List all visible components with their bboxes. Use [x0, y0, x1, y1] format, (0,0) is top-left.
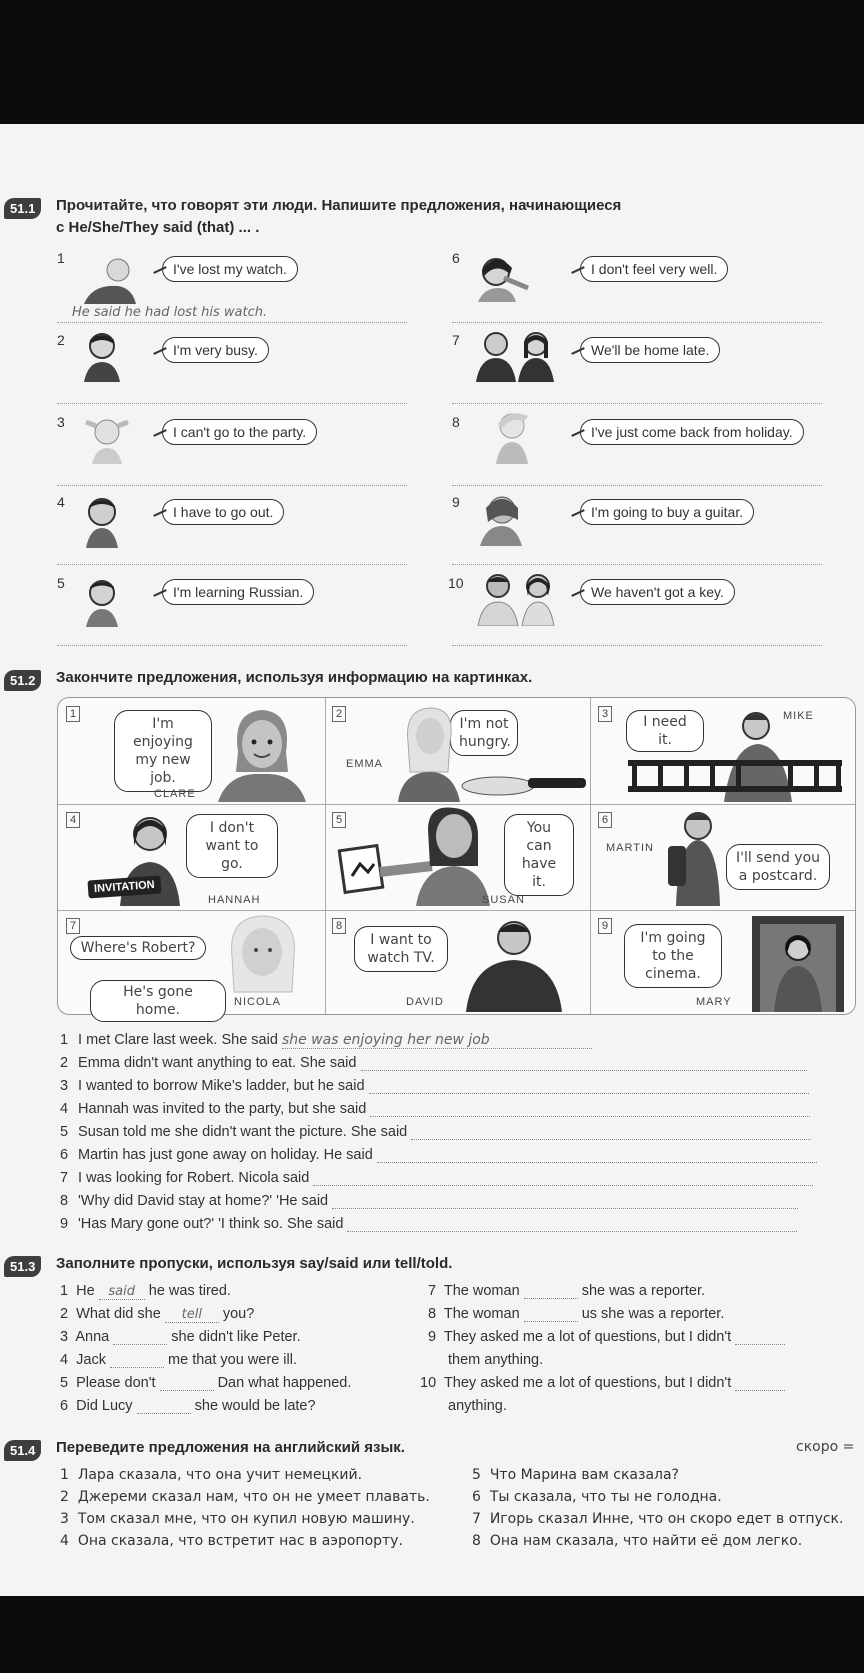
person-illustration: [82, 330, 122, 387]
ex2-sentence: 4 Hannah was invited to the party, but she said: [60, 1101, 810, 1117]
answer-line[interactable]: [57, 564, 407, 565]
ex3-item: 10 They asked me a lot of questions, but I didn't: [420, 1375, 785, 1391]
ex4-note: скоро =: [796, 1439, 855, 1455]
fill-blank[interactable]: [160, 1390, 214, 1391]
ex1-item-num: 9: [452, 494, 460, 510]
ex2-badge: 51.2: [4, 670, 41, 691]
ex3-item: 9 They asked me a lot of questions, but I didn't: [428, 1329, 785, 1345]
ex4-item: 3 Том сказал мне, что он купил новую машину.: [60, 1511, 415, 1527]
answer-line[interactable]: [57, 403, 407, 404]
panel-person-name: MIKE: [783, 710, 814, 722]
ex1-item-num: 3: [57, 414, 65, 430]
speech-bubble: I'm going to buy a guitar.: [580, 499, 754, 525]
ex4-title: Переведите предложения на английский язык.: [56, 1439, 405, 1456]
panel-number: 4: [66, 812, 80, 828]
ex1-item-num: 1: [57, 250, 65, 266]
person-illustration: [476, 490, 526, 551]
speech-bubble: I'm learning Russian.: [162, 579, 314, 605]
ex2-sentence: 8 'Why did David stay at home?' 'He said: [60, 1193, 798, 1209]
answer-blank[interactable]: [361, 1070, 807, 1071]
ex2-sentence: 6 Martin has just gone away on holiday. He said: [60, 1147, 817, 1163]
person-illustration: [82, 254, 138, 309]
fill-blank[interactable]: [524, 1321, 578, 1322]
answer-line[interactable]: [57, 645, 407, 646]
panel-number: 5: [332, 812, 346, 828]
clare-illustration: [208, 702, 314, 807]
panel-speech-bubble: I'll send you a postcard.: [726, 844, 830, 890]
ex3-item: 1 He said he was tired.: [60, 1283, 231, 1299]
emma-illustration: [388, 702, 588, 807]
ex1-item-num: 5: [57, 575, 65, 591]
person-illustration: [82, 412, 132, 469]
ex3-title: Заполните пропуски, используя say/said или tell/told.: [56, 1255, 453, 1272]
panel-speech-bubble: Where's Robert?: [70, 936, 206, 960]
answer-blank[interactable]: [332, 1208, 798, 1209]
panel-person-name: DAVID: [406, 996, 444, 1008]
speech-bubble: I've lost my watch.: [162, 256, 298, 282]
answer-line[interactable]: [452, 564, 822, 565]
fill-blank[interactable]: [113, 1344, 167, 1345]
top-black-bar: [0, 0, 864, 124]
ex3-item-continuation: anything.: [448, 1398, 507, 1414]
ex3-item: 5 Please don't Dan what happened.: [60, 1375, 352, 1391]
speech-bubble: I can't go to the party.: [162, 419, 317, 445]
panel-speech-bubble: I want to watch TV.: [354, 926, 448, 972]
david-illustration: [458, 912, 568, 1017]
panel-number: 2: [332, 706, 346, 722]
ex3-badge: 51.3: [4, 1256, 41, 1277]
panel-speech-bubble: You can have it.: [504, 814, 574, 896]
panel-speech-bubble-reply: He's gone home.: [90, 980, 226, 1022]
ex4-badge: 51.4: [4, 1440, 41, 1461]
ex2-sentence: 9 'Has Mary gone out?' 'I think so. She said: [60, 1216, 797, 1232]
invitation-sign: INVITATION: [87, 875, 161, 898]
speech-bubble: We'll be home late.: [580, 337, 720, 363]
panel-number: 3: [598, 706, 612, 722]
fill-blank[interactable]: [735, 1344, 785, 1345]
panel-speech-bubble: I don't want to go.: [186, 814, 278, 878]
ex1-example-answer: He said he had lost his watch.: [72, 305, 268, 320]
speech-bubble: I don't feel very well.: [580, 256, 728, 282]
answer-line[interactable]: [452, 403, 822, 404]
speech-bubble: I'm very busy.: [162, 337, 269, 363]
ex1-item-num: 8: [452, 414, 460, 430]
speech-bubble: I have to go out.: [162, 499, 284, 525]
bottom-black-bar: [0, 1596, 864, 1673]
person-illustration: [82, 492, 122, 553]
answer-blank[interactable]: [377, 1162, 817, 1163]
panel-speech-bubble: I'm not hungry.: [450, 710, 518, 756]
speech-bubble: We haven't got a key.: [580, 579, 735, 605]
answer-blank[interactable]: [370, 1116, 810, 1117]
panel-person-name: CLARE: [154, 788, 196, 800]
answer-blank[interactable]: [411, 1139, 811, 1140]
panel-person-name: NICOLA: [234, 996, 281, 1008]
ex2-sentence: 3 I wanted to borrow Mike's ladder, but he said: [60, 1078, 809, 1094]
ex1-item-num: 7: [452, 332, 460, 348]
ex4-item: 6 Ты сказала, что ты не голодна.: [472, 1489, 722, 1505]
panel-person-name: HANNAH: [208, 894, 261, 906]
ex4-item: 2 Джереми сказал нам, что он не умеет плавать.: [60, 1489, 430, 1505]
ex2-sentence: 1 I met Clare last week. She said she was enjoying her new job: [60, 1032, 592, 1049]
ex4-item: 1 Лара сказала, что она учит немецкий.: [60, 1467, 363, 1483]
mary-door-illustration: [748, 912, 848, 1017]
ex4-item: 7 Игорь сказал Инне, что он скоро едет в отпуск.: [472, 1511, 844, 1527]
ex1-title-line1: Прочитайте, что говорят эти люди. Напишите предложения, начинающиеся: [56, 197, 622, 214]
ex3-example-fill: tell: [165, 1307, 219, 1323]
ex1-item-num: 10: [448, 575, 464, 591]
ex3-item: 3 Anna she didn't like Peter.: [60, 1329, 301, 1345]
panel-number: 8: [332, 918, 346, 934]
person-illustration: [488, 408, 534, 469]
ex2-sentence: 5 Susan told me she didn't want the picture. She said: [60, 1124, 811, 1140]
answer-blank[interactable]: [347, 1231, 797, 1232]
people-illustration: [474, 570, 558, 631]
ex1-item-num: 6: [452, 250, 460, 266]
answer-line[interactable]: [57, 322, 407, 323]
ex1-badge: 51.1: [4, 198, 41, 219]
ex3-item: 7 The woman she was a reporter.: [428, 1283, 706, 1299]
ex3-example-fill: said: [99, 1284, 145, 1300]
ex4-item: 4 Она сказала, что встретит нас в аэропорту.: [60, 1533, 403, 1549]
picture-grid: [57, 697, 856, 1018]
panel-number: 7: [66, 918, 80, 934]
ex2-sentence: 2 Emma didn't want anything to eat. She said: [60, 1055, 807, 1071]
ex2-sentence: 7 I was looking for Robert. Nicola said: [60, 1170, 813, 1186]
ex3-item: 6 Did Lucy she would be late?: [60, 1398, 316, 1414]
panel-number: 9: [598, 918, 612, 934]
ex2-example-answer: she was enjoying her new job: [282, 1032, 592, 1049]
ex2-title: Закончите предложения, используя информацию на картинках.: [56, 669, 533, 686]
panel-speech-bubble: I'm enjoying my new job.: [114, 710, 212, 792]
speech-bubble: I've just come back from holiday.: [580, 419, 804, 445]
panel-number: 1: [66, 706, 80, 722]
ex1-item-num: 4: [57, 494, 65, 510]
person-illustration: [474, 252, 534, 307]
panel-person-name: MARY: [696, 996, 732, 1008]
ex3-item: 8 The woman us she was a reporter.: [428, 1306, 725, 1322]
answer-line[interactable]: [452, 645, 822, 646]
panel-number: 6: [598, 812, 612, 828]
mike-ladder-illustration: [628, 702, 848, 807]
panel-person-name: MARTIN: [606, 842, 654, 854]
ex3-item: 4 Jack me that you were ill.: [60, 1352, 297, 1368]
ex3-item: 2 What did she tell you?: [60, 1306, 255, 1322]
ex1-title-line2: с He/She/They said (that) ... .: [56, 219, 260, 236]
panel-speech-bubble: I need it.: [626, 710, 704, 752]
nicola-illustration: [214, 912, 314, 1003]
people-illustration: [474, 328, 558, 387]
fill-blank[interactable]: [110, 1367, 164, 1368]
answer-blank[interactable]: [369, 1093, 809, 1094]
answer-line[interactable]: [452, 485, 822, 486]
ex1-item-num: 2: [57, 332, 65, 348]
answer-line[interactable]: [452, 322, 822, 323]
panel-person-name: EMMA: [346, 758, 383, 770]
answer-line[interactable]: [57, 485, 407, 486]
fill-blank[interactable]: [137, 1413, 191, 1414]
person-illustration: [82, 573, 122, 632]
panel-speech-bubble: I'm going to the cinema.: [624, 924, 722, 988]
fill-blank[interactable]: [524, 1298, 578, 1299]
ex3-item-continuation: them anything.: [448, 1352, 544, 1368]
answer-blank[interactable]: [313, 1185, 813, 1186]
panel-person-name: SUSAN: [482, 894, 525, 906]
ex4-item: 8 Она нам сказала, что найти её дом легко.: [472, 1533, 803, 1549]
fill-blank[interactable]: [735, 1390, 785, 1391]
ex4-item: 5 Что Марина вам сказала?: [472, 1467, 679, 1483]
